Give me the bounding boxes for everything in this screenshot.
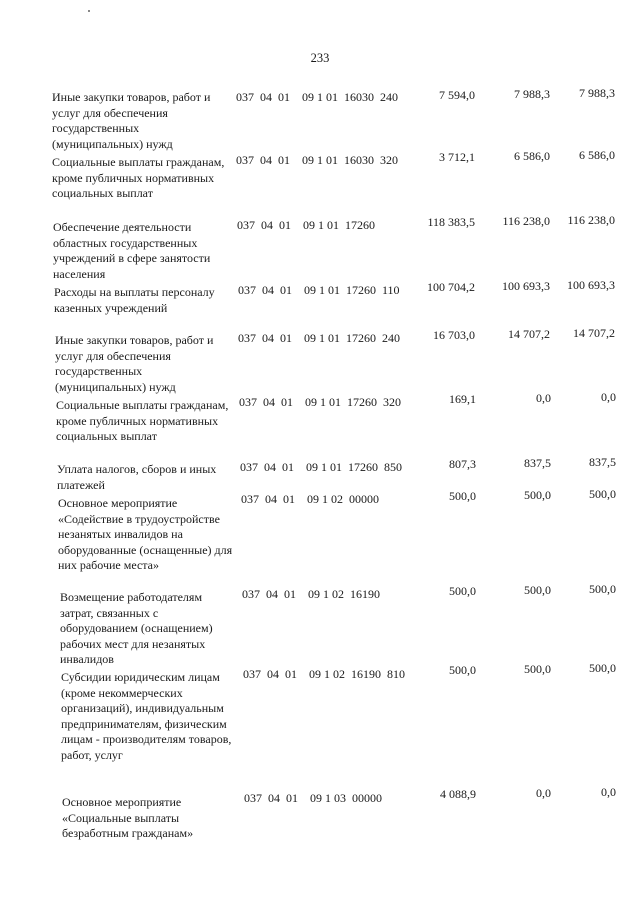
row-codes: 037 04 01 09 1 01 17260 320	[239, 395, 401, 409]
row-value-1: 500,0	[449, 584, 476, 598]
row-value-2: 500,0	[524, 662, 551, 676]
row-name: Основное мероприятие «Социальные выплаты безработным гражданам»	[62, 795, 194, 840]
row-value-3: 7 988,3	[579, 86, 615, 100]
row-name: Возмещение работодателям затрат, связанных с оборудованием (оснащением) рабочих мест для незанятых инвалидов	[60, 590, 213, 666]
page-number: 233	[310, 51, 330, 65]
row-value-2: 837,5	[524, 456, 551, 470]
row-name: Основное мероприятие «Содействие в трудоустройстве незанятых инвалидов на оборудованные (оснащенные) для них рабочие места»	[58, 496, 233, 572]
row-value-3: 500,0	[589, 661, 616, 675]
row-name: Расходы на выплаты персоналу казенных учреждений	[54, 285, 215, 315]
row-value-3: 14 707,2	[573, 326, 615, 340]
row-codes: 037 04 01 09 1 01 16030 320	[236, 153, 398, 167]
row-value-3: 116 238,0	[567, 213, 615, 227]
row-value-1: 118 383,5	[427, 215, 475, 229]
row-value-3: 837,5	[589, 455, 616, 469]
row-value-2: 6 586,0	[514, 149, 550, 163]
row-value-1: 100 704,2	[427, 280, 475, 294]
row-codes: 037 04 01 09 1 01 17260 110	[238, 283, 400, 297]
row-codes: 037 04 01 09 1 02 16190	[242, 587, 380, 601]
row-value-3: 0,0	[601, 785, 616, 799]
row-value-2: 14 707,2	[508, 327, 550, 341]
row-value-3: 500,0	[589, 487, 616, 501]
row-name: Иные закупки товаров, работ и услуг для обеспечения государственных (муниципальных) нужд	[52, 90, 211, 151]
row-codes: 037 04 01 09 1 02 16190 810	[243, 667, 405, 681]
row-codes: 037 04 01 09 1 01 16030 240	[236, 90, 398, 104]
row-codes: 037 04 01 09 1 01 17260	[237, 218, 375, 232]
row-value-1: 500,0	[449, 489, 476, 503]
row-codes: 037 04 01 09 1 03 00000	[244, 791, 382, 805]
row-value-2: 100 693,3	[502, 279, 550, 293]
row-value-2: 500,0	[524, 583, 551, 597]
row-name: Субсидии юридическим лицам (кроме некоммерческих организаций), индивидуальным предпринимателям, физическим лицам - производителям товаров, работ, услуг	[61, 670, 232, 762]
row-value-1: 16 703,0	[433, 328, 475, 342]
row-name: Уплата налогов, сборов и иных платежей	[57, 462, 217, 492]
row-value-1: 4 088,9	[440, 787, 476, 801]
row-value-2: 0,0	[536, 391, 551, 405]
row-name: Социальные выплаты гражданам, кроме публичных нормативных социальных выплат	[52, 155, 225, 200]
row-codes: 037 04 01 09 1 01 17260 850	[240, 460, 402, 474]
row-value-2: 7 988,3	[514, 87, 550, 101]
row-codes: 037 04 01 09 1 01 17260 240	[238, 331, 400, 345]
row-value-1: 807,3	[449, 457, 476, 471]
row-name: Социальные выплаты гражданам, кроме публичных нормативных социальных выплат	[56, 398, 229, 443]
scan-speck	[88, 10, 90, 12]
row-value-3: 0,0	[601, 390, 616, 404]
row-codes: 037 04 01 09 1 02 00000	[241, 492, 379, 506]
row-value-2: 500,0	[524, 488, 551, 502]
row-value-1: 3 712,1	[439, 150, 475, 164]
row-name: Обеспечение деятельности областных государственных учреждений в сфере занятости населения	[53, 220, 211, 281]
row-name: Иные закупки товаров, работ и услуг для обеспечения государственных (муниципальных) нужд	[55, 333, 214, 394]
row-value-1: 7 594,0	[439, 88, 475, 102]
row-value-3: 6 586,0	[579, 148, 615, 162]
row-value-2: 0,0	[536, 786, 551, 800]
row-value-3: 100 693,3	[567, 278, 615, 292]
row-value-1: 169,1	[449, 392, 476, 406]
row-value-1: 500,0	[449, 663, 476, 677]
row-value-2: 116 238,0	[502, 214, 550, 228]
row-value-3: 500,0	[589, 582, 616, 596]
